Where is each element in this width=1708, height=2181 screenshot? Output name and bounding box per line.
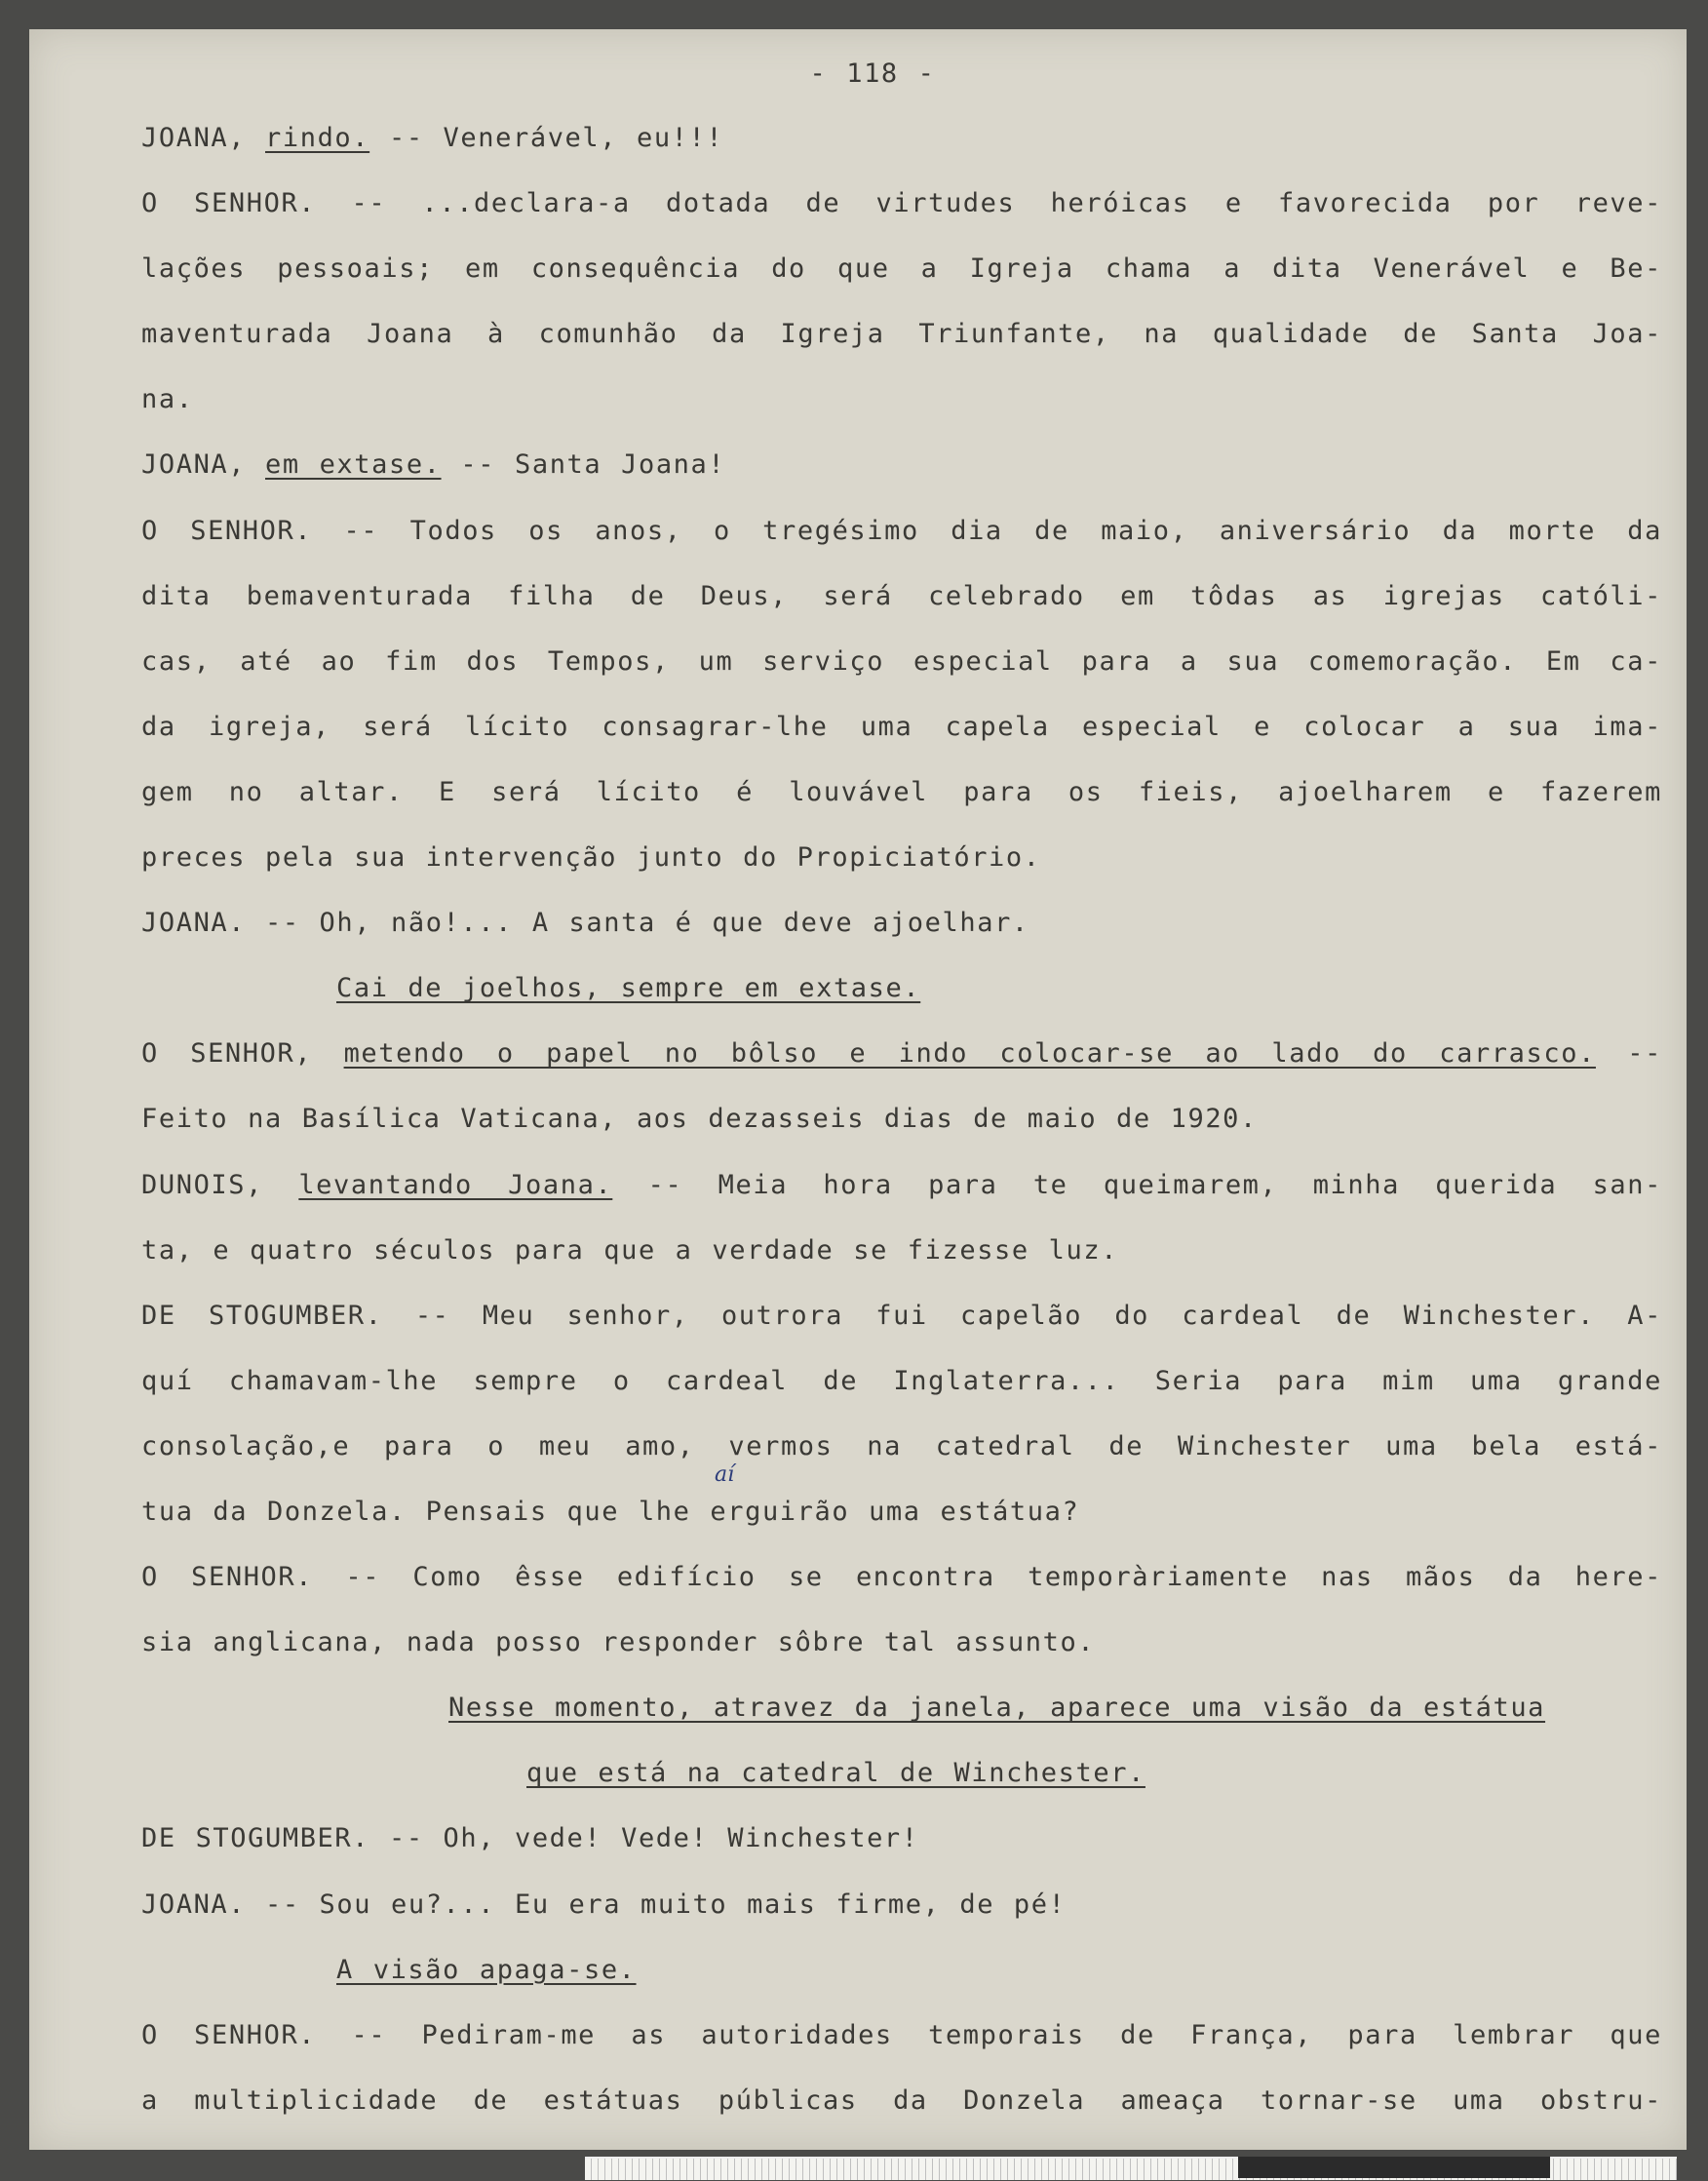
script-line (141, 1152, 1662, 1218)
line-text: -- ...declara-a dotada de virtudes heróicas e favorecida por reve- (316, 188, 1662, 219)
script-line (141, 759, 1662, 825)
line-text: -- Oh, não!... A santa é que deve ajoelhar. (246, 908, 1029, 939)
script-line (141, 301, 1662, 367)
stage-direction (141, 1740, 1662, 1806)
line-text: consolação,e para o meu amo, vermos na catedral de Winchester uma bela está- (141, 1430, 1662, 1461)
speaker-name: DE STOGUMBER. (141, 1300, 383, 1331)
script-text (141, 51, 1662, 2133)
handwritten-annotation: aí (715, 1462, 735, 1487)
line-text: sia anglicana, nada posso responder sôbre tal assunto. (141, 1627, 1096, 1658)
script-line (141, 1283, 1662, 1348)
script-line (141, 629, 1662, 694)
line-text: cas, até ao fim dos Tempos, um serviço especial para a sua comemoração. Em ca- (141, 645, 1662, 677)
line-text: na. (141, 384, 194, 415)
stage-direction-text: que está na catedral de Winchester. (526, 1758, 1145, 1789)
line-text: preces pela sua intervenção junto do Propiciatório. (141, 842, 1041, 874)
line-text: a multiplicidade de estátuas públicas da Donzela ameaça tornar-se uma obstru- (141, 2084, 1662, 2116)
speaker-name: JOANA, (141, 123, 247, 153)
script-line (141, 1806, 1662, 1871)
script-line (141, 1086, 1662, 1151)
speaker-name: JOANA. (141, 908, 247, 939)
script-line (141, 171, 1662, 236)
script-line (141, 498, 1662, 564)
speaker-name: JOANA, (141, 449, 247, 481)
stage-direction-text: Nesse momento, atravez da janela, aparece uma visão da estátua (448, 1693, 1546, 1724)
script-line (141, 890, 1662, 955)
line-text: -- Oh, vede! Vede! Winchester! (369, 1823, 919, 1854)
script-line (141, 1610, 1662, 1675)
script-line (141, 236, 1662, 301)
script-line (141, 564, 1662, 629)
line-text: gem no altar. E será lícito é louvável para os fieis, ajoelharem e fazerem (141, 776, 1662, 807)
line-text: dita bemaventurada filha de Deus, será celebrado em tôdas as igrejas católi- (141, 580, 1662, 611)
stage-direction-text: A visão apaga-se. (336, 1954, 637, 1985)
script-line (141, 1544, 1662, 1610)
line-text: -- Santa Joana! (441, 449, 726, 481)
script-line (141, 367, 1662, 432)
line-text: maventurada Joana à comunhão da Igreja Triunfante, na qualidade de Santa Joa- (141, 319, 1662, 350)
script-line (141, 1479, 1662, 1544)
line-text: da igreja, será lícito consagrar-lhe uma capela especial e colocar a sua ima- (141, 711, 1662, 742)
script-line (141, 694, 1662, 759)
script-line (141, 2003, 1662, 2068)
stage-note: em extase. (265, 449, 442, 481)
line-text: tua da Donzela. Pensais que lhe erguirão uma estátua? (141, 1496, 1080, 1527)
stage-note: rindo. (265, 123, 370, 153)
line-text: quí chamavam-lhe sempre o cardeal de Inglaterra... Seria para mim uma grande (141, 1365, 1662, 1396)
stage-note: metendo o papel no bôlso e indo colocar-se ao lado do carrasco. (343, 1038, 1596, 1070)
script-line (141, 1872, 1662, 1937)
speaker-name: JOANA. (141, 1889, 247, 1920)
speaker-name: O SENHOR. (141, 515, 313, 546)
line-text: -- Pediram-me as autoridades temporais de França, para lembrar que (316, 2019, 1662, 2050)
line-text: ta, e quatro séculos para que a verdade se fizesse luz. (141, 1234, 1119, 1266)
script-line (141, 105, 1662, 171)
line-text: Feito na Basílica Vaticana, aos dezasseis dias de maio de 1920. (141, 1104, 1258, 1135)
script-line (141, 825, 1662, 890)
stage-direction-text: Cai de joelhos, sempre em extase. (336, 973, 921, 1004)
speaker-name: O SENHOR. (141, 188, 317, 219)
speaker-name: O SENHOR. (141, 1562, 314, 1593)
line-text: -- Sou eu?... Eu era muito mais firme, de pé! (246, 1889, 1067, 1920)
script-line (141, 432, 1662, 497)
page-number: - 118 - (809, 58, 936, 89)
scan-ruler-dark-segment (1238, 2157, 1550, 2178)
stage-direction (141, 955, 1662, 1021)
line-text: -- Como êsse edifício se encontra temporàriamente nas mãos da here- (313, 1562, 1663, 1593)
speaker-name: O SENHOR, (141, 1038, 313, 1070)
script-line (141, 1414, 1662, 1479)
line-text: -- Todos os anos, o tregésimo dia de maio, aniversário da morte da (312, 515, 1662, 546)
stage-direction (141, 1675, 1662, 1740)
stage-direction (141, 1937, 1662, 2003)
speaker-name: DUNOIS, (141, 1169, 263, 1200)
speaker-name: DE STOGUMBER. (141, 1823, 370, 1854)
line-text: lações pessoais; em consequência do que a Igreja chama a dita Venerável e Be- (141, 253, 1662, 285)
stage-note: levantando Joana. (298, 1169, 613, 1200)
line-text: -- Venerável, eu!!! (369, 123, 724, 153)
script-line (141, 2068, 1662, 2133)
line-text: -- Meu senhor, outrora fui capelão do cardeal de Winchester. A- (382, 1300, 1662, 1331)
line-text: -- Meia hora para te queimarem, minha querida san- (612, 1169, 1663, 1200)
line-text: -- (1595, 1038, 1663, 1070)
script-line (141, 1218, 1662, 1283)
script-line (141, 1348, 1662, 1414)
speaker-name: O SENHOR. (141, 2019, 317, 2050)
script-line (141, 1021, 1662, 1086)
